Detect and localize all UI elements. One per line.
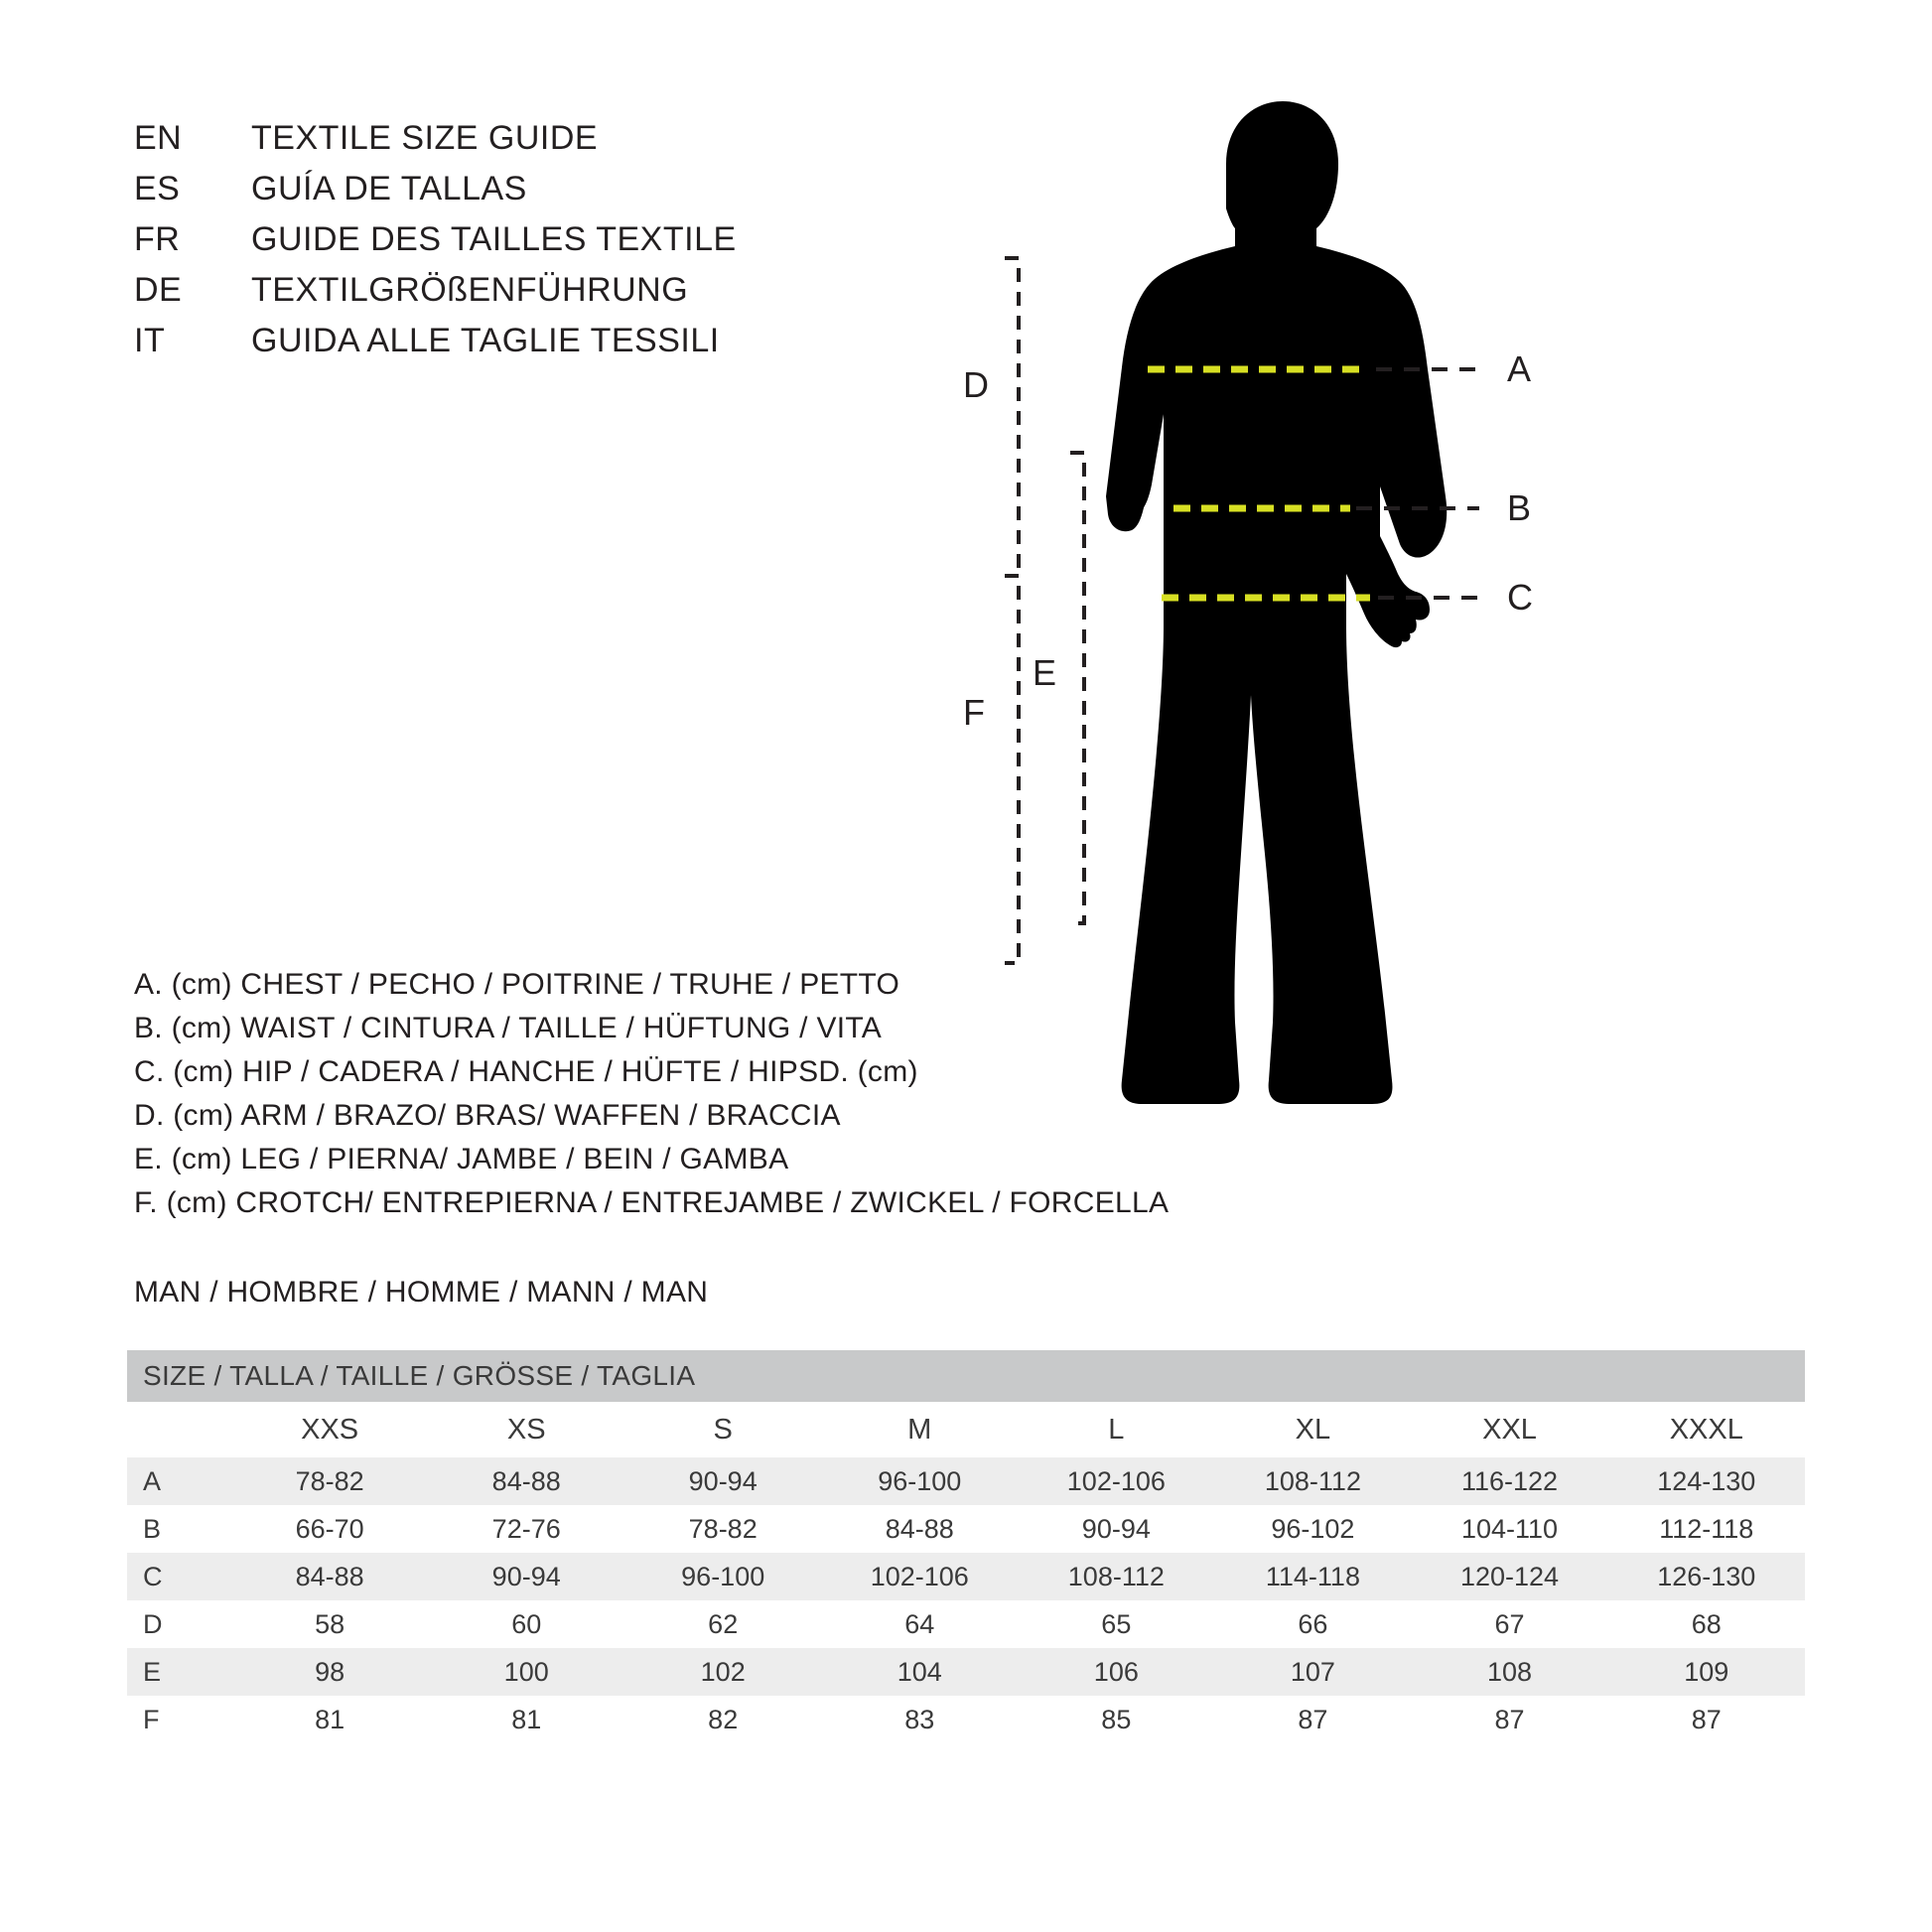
cell-a-m: 96-100 <box>821 1457 1018 1505</box>
marker-label-e: E <box>1033 652 1057 693</box>
cell-d-xxl: 67 <box>1411 1600 1607 1648</box>
legend-item-d: D. (cm) ARM / BRAZO/ BRAS/ WAFFEN / BRACCIA <box>134 1099 841 1132</box>
table-row <box>127 1457 1805 1505</box>
cell-f-xxs: 81 <box>231 1696 428 1743</box>
row-label-d: D <box>127 1600 231 1648</box>
table-header-label: SIZE / TALLA / TAILLE / GRÖSSE / TAGLIA <box>127 1350 1805 1402</box>
cell-d-xxs: 58 <box>231 1600 428 1648</box>
cell-c-xs: 90-94 <box>428 1553 624 1600</box>
marker-label-b: B <box>1507 487 1532 528</box>
table-row <box>127 1648 1805 1696</box>
title-row <box>134 170 1028 220</box>
sizes-row-corner <box>127 1402 231 1457</box>
title-row <box>134 271 1028 322</box>
legend-item-f: F. (cm) CROTCH/ ENTREPIERNA / ENTREJAMBE / ZWICKEL / FORCELLA <box>134 1186 1170 1219</box>
row-label-f: F <box>127 1696 231 1743</box>
size-header-m: M <box>821 1402 1018 1457</box>
cell-c-l: 108-112 <box>1018 1553 1214 1600</box>
title-text-it: GUIDA ALLE TAGLIE TESSILI <box>251 322 720 359</box>
size-table <box>127 1350 1805 1743</box>
cell-c-xxl: 120-124 <box>1411 1553 1607 1600</box>
cell-d-xxxl: 68 <box>1608 1600 1805 1648</box>
cell-a-l: 102-106 <box>1018 1457 1214 1505</box>
cell-f-xl: 87 <box>1214 1696 1411 1743</box>
row-label-e: E <box>127 1648 231 1696</box>
table-row <box>127 1696 1805 1743</box>
body-measurement-diagram <box>963 69 1896 1241</box>
marker-label-f: F <box>963 692 985 733</box>
cell-f-xxl: 87 <box>1411 1696 1607 1743</box>
cell-d-l: 65 <box>1018 1600 1214 1648</box>
cell-e-xxxl: 109 <box>1608 1648 1805 1696</box>
title-lang-de: DE <box>134 271 183 309</box>
cell-b-xs: 72-76 <box>428 1505 624 1553</box>
cell-b-m: 84-88 <box>821 1505 1018 1553</box>
table-row <box>127 1600 1805 1648</box>
cell-d-xs: 60 <box>428 1600 624 1648</box>
title-lang-fr: FR <box>134 220 181 258</box>
cell-b-xxl: 104-110 <box>1411 1505 1607 1553</box>
cell-d-m: 64 <box>821 1600 1018 1648</box>
cell-e-xxs: 98 <box>231 1648 428 1696</box>
cell-d-xl: 66 <box>1214 1600 1411 1648</box>
cell-f-m: 83 <box>821 1696 1018 1743</box>
size-header-s: S <box>624 1402 821 1457</box>
cell-a-xxl: 116-122 <box>1411 1457 1607 1505</box>
size-header-xs: XS <box>428 1402 624 1457</box>
table-sizes-row <box>127 1402 1805 1457</box>
title-text-en: TEXTILE SIZE GUIDE <box>251 119 599 157</box>
man-silhouette <box>1106 101 1447 1104</box>
title-text-de: TEXTILGRÖßENFÜHRUNG <box>251 271 689 309</box>
cell-c-xxs: 84-88 <box>231 1553 428 1600</box>
cell-b-l: 90-94 <box>1018 1505 1214 1553</box>
title-lang-it: IT <box>134 322 166 359</box>
cell-a-s: 90-94 <box>624 1457 821 1505</box>
size-header-l: L <box>1018 1402 1214 1457</box>
cell-c-m: 102-106 <box>821 1553 1018 1600</box>
cell-e-xl: 107 <box>1214 1648 1411 1696</box>
table-row <box>127 1505 1805 1553</box>
marker-label-c: C <box>1507 577 1533 618</box>
title-text-fr: GUIDE DES TAILLES TEXTILE <box>251 220 737 258</box>
cell-e-xs: 100 <box>428 1648 624 1696</box>
title-row <box>134 220 1028 271</box>
cell-f-l: 85 <box>1018 1696 1214 1743</box>
cell-c-s: 96-100 <box>624 1553 821 1600</box>
cell-e-l: 106 <box>1018 1648 1214 1696</box>
gender-label: MAN / HOMBRE / HOMME / MANN / MAN <box>134 1276 709 1309</box>
cell-d-s: 62 <box>624 1600 821 1648</box>
title-block <box>134 119 1028 372</box>
size-header-xxxl: XXXL <box>1608 1402 1805 1457</box>
cell-e-m: 104 <box>821 1648 1018 1696</box>
row-label-c: C <box>127 1553 231 1600</box>
title-lang-en: EN <box>134 119 183 157</box>
legend-item-c: C. (cm) HIP / CADERA / HANCHE / HÜFTE / HIPSD. (cm) <box>134 1055 918 1088</box>
marker-label-a: A <box>1507 348 1532 389</box>
crotch-length-bracket <box>963 576 1019 963</box>
size-header-xxs: XXS <box>231 1402 428 1457</box>
cell-a-xxxl: 124-130 <box>1608 1457 1805 1505</box>
row-label-b: B <box>127 1505 231 1553</box>
cell-c-xl: 114-118 <box>1214 1553 1411 1600</box>
cell-a-xl: 108-112 <box>1214 1457 1411 1505</box>
title-row <box>134 322 1028 372</box>
cell-a-xxs: 78-82 <box>231 1457 428 1505</box>
cell-b-xxs: 66-70 <box>231 1505 428 1553</box>
marker-label-d: D <box>963 364 989 405</box>
title-text-es: GUÍA DE TALLAS <box>251 170 527 207</box>
cell-b-s: 78-82 <box>624 1505 821 1553</box>
leg-length-bracket <box>1033 453 1084 923</box>
title-lang-es: ES <box>134 170 181 207</box>
table-row <box>127 1553 1805 1600</box>
cell-e-xxl: 108 <box>1411 1648 1607 1696</box>
row-label-a: A <box>127 1457 231 1505</box>
cell-a-xs: 84-88 <box>428 1457 624 1505</box>
size-header-xxl: XXL <box>1411 1402 1607 1457</box>
legend-item-a: A. (cm) CHEST / PECHO / POITRINE / TRUHE / PETTO <box>134 968 900 1001</box>
cell-b-xxxl: 112-118 <box>1608 1505 1805 1553</box>
cell-f-xs: 81 <box>428 1696 624 1743</box>
legend-item-b: B. (cm) WAIST / CINTURA / TAILLE / HÜFTUNG / VITA <box>134 1012 883 1044</box>
table-header-row <box>127 1350 1805 1402</box>
cell-c-xxxl: 126-130 <box>1608 1553 1805 1600</box>
cell-b-xl: 96-102 <box>1214 1505 1411 1553</box>
cell-f-s: 82 <box>624 1696 821 1743</box>
size-header-xl: XL <box>1214 1402 1411 1457</box>
cell-e-s: 102 <box>624 1648 821 1696</box>
cell-f-xxxl: 87 <box>1608 1696 1805 1743</box>
legend-item-e: E. (cm) LEG / PIERNA/ JAMBE / BEIN / GAMBA <box>134 1143 789 1175</box>
title-row <box>134 119 1028 170</box>
